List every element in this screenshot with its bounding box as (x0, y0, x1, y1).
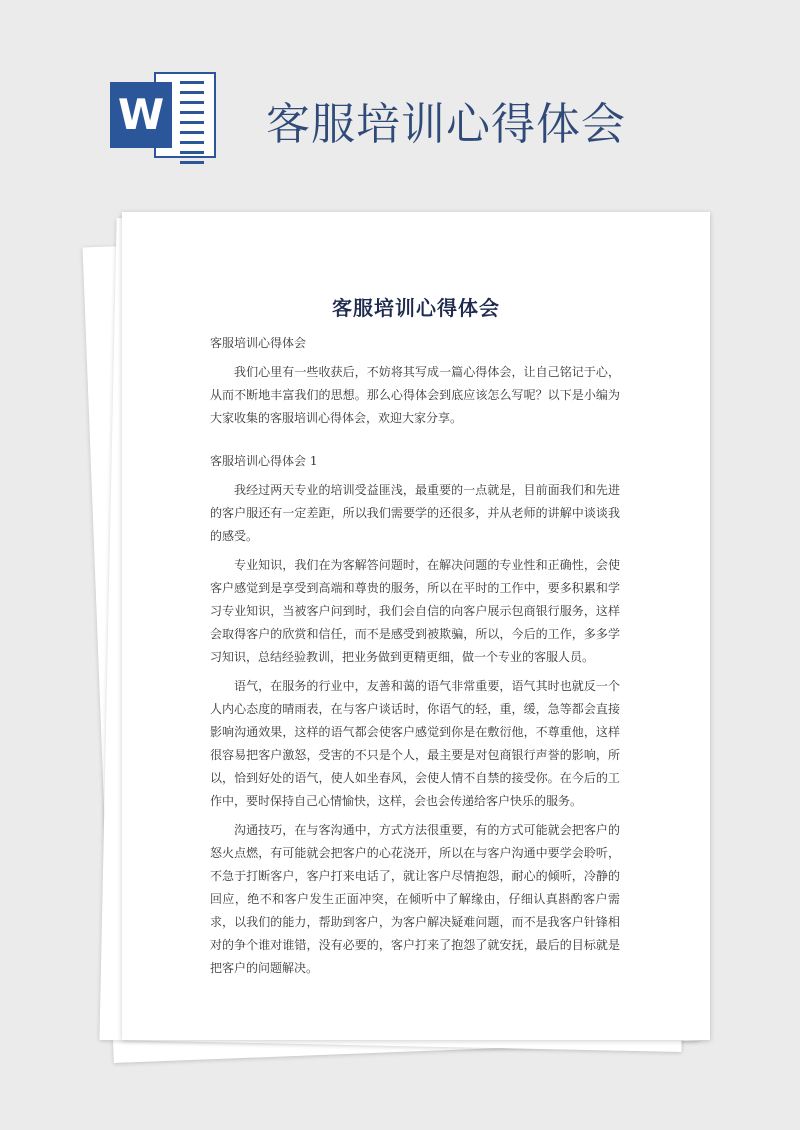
word-app-icon (110, 72, 216, 158)
document-page (122, 212, 710, 1040)
body-paragraph: 沟通技巧，在与客沟通中，方式方法很重要，有的方式可能就会把客户的怒火点燃，有可能就会把客户的心花浇开，所以在与客户沟通中要学会聆听，不急于打断客户，客户打来电话了，就让客户尽情抱怨，耐心的倾听，冷静的回应，绝不和客户发生正面冲突，在倾听中了解缘由，仔细认真斟酌客户需求，以我们的能力，帮助到客户，为客户解决疑难问题，而不是我客户针锋相对的争个谁对谁错，没有必要的，客户打来了抱怨了就安抚，最后的目标就是把客户的问题解决。 (210, 823, 620, 975)
word-w-icon: W (110, 82, 172, 148)
body-paragraph: 语气，在服务的行业中，友善和蔼的语气非常重要，语气其时也就反一个人内心态度的晴雨表，在与客户谈话时，你语气的轻，重，缓，急等都会直接影响沟通效果，这样的语气都会使客户感觉到你是在敷衍他，不尊重他，这样很容易把客户激怒，受害的不只是个人，最主要是对包商银行声誉的影响，所以，恰到好处的语气，使人如坐春风，会使人情不自禁的接受你。在今后的工作中，要时保持自己心情愉快，这样，会也会传递给客户快乐的服务。 (210, 679, 620, 808)
document-title: 客服培训心得体会 (332, 296, 500, 320)
header-title: 客服培训心得体会 (266, 99, 626, 150)
document-body (210, 332, 620, 986)
section-label: 客服培训心得体会 1 (210, 454, 318, 468)
body-paragraph: 我经过两天专业的培训受益匪浅，最重要的一点就是，目前面我们和先进的客户服还有一定差距，所以我们需要学的还很多，并从老师的讲解中谈谈我的感受。 (210, 483, 620, 543)
intro-label: 客服培训心得体会 (210, 336, 307, 350)
intro-paragraph: 我们心里有一些收获后，不妨将其写成一篇心得体会，让自己铭记于心，从而不断地丰富我们的思想。那么心得体会到底应该怎么写呢？以下是小编为大家收集的客服培训心得体会，欢迎大家分享。 (210, 365, 620, 425)
body-paragraph: 专业知识，我们在为客解答问题时，在解决问题的专业性和正确性，会使客户感觉到是享受到高端和尊贵的服务，所以在平时的工作中，要多积累和学习专业知识，当被客户问到时，我们会自信的向客户展示包商银行服务，这样会取得客户的欣赏和信任，而不是感受到被欺骗，所以，今后的工作，多多学习知识，总结经验教训，把业务做到更精更细，做一个专业的客服人员。 (210, 558, 620, 664)
